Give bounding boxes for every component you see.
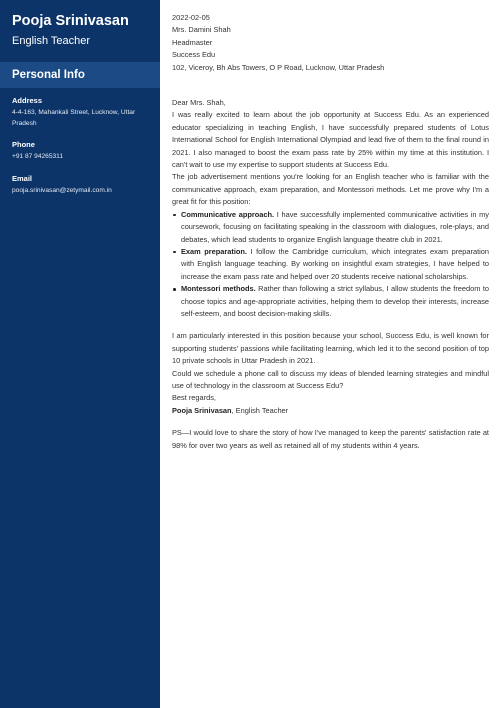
paragraph-interest: I am particularly interested in this position because your school, Success Edu, is well known for supporting students' passions while facilitating learning, which led it to the second position of top 10 private schools in Uttar Pradesh in 2021. [172, 331, 489, 366]
email-value: pooja.srinivasan@zetymail.com.in [12, 186, 112, 194]
signature-title: , English Teacher [231, 405, 289, 415]
recipient-company: Success Edu [172, 50, 216, 60]
recipient-role: Headmaster [172, 37, 213, 47]
letter-date: 2022-02-05 [172, 13, 210, 22]
phone-value: +91 87 94265311 [12, 153, 64, 160]
signature [172, 405, 489, 417]
postscript: PS—I would love to share the story of how I've managed to keep the parents' satisfaction rate at 98% for over two years as well as retained all of my students within 4 years. [172, 428, 489, 450]
contact-block [0, 88, 160, 196]
applicant-title: English Teacher [12, 35, 91, 47]
qualification-list [172, 209, 489, 321]
bullet-text: I have successfully implemented communicative activities in my coursework, focusing on facilitating speaking in the classroom with dialogues, role-plays, and debates, which lead students to organize English language theatre club in 2021. [181, 209, 490, 244]
applicant-name: Pooja Srinivasan [12, 13, 129, 29]
paragraph-fit: The job advertisement mentions you're looking for an English teacher who is familiar with the communicative approach, exam preparation, and Montessori methods. Let me prove why I'm a great fit for this position: [172, 172, 489, 207]
closing-phrase: Best regards, [172, 393, 216, 403]
bullet-title: Montessori methods. [181, 284, 256, 294]
personal-info-heading: Personal Info [0, 62, 160, 88]
phone-label: Phone [12, 140, 35, 149]
email-label: Email [12, 173, 33, 183]
paragraph-call-to-action: Could we schedule a phone call to discuss my ideas of blended learning strategies and mindful use of technology in the classroom at Success Edu? [172, 368, 489, 390]
bullet-title: Exam preparation. [181, 246, 247, 256]
recipient-block [172, 24, 489, 74]
signature-name: Pooja Srinivasan [172, 405, 232, 415]
list-item [172, 246, 489, 283]
recipient-name: Mrs. Damini Shah [172, 25, 231, 35]
letter-body [172, 12, 489, 452]
bullet-text: Rather than following a strict syllabus, I allow students the freedom to choose topics and age-appropriate activities, helping them to develop their interests, increase self-esteem, and boost decision-making skills. [181, 284, 489, 318]
name-header [0, 0, 160, 62]
closing-block [172, 392, 489, 417]
recipient-address: 102, Viceroy, Bh Abs Towers, O P Road, Lucknow, Uttar Pradesh [172, 62, 385, 72]
list-item [172, 209, 489, 246]
list-item [172, 283, 489, 320]
bullet-title: Communicative approach. [181, 209, 275, 219]
sidebar [0, 0, 160, 708]
paragraph-intro: I was really excited to learn about the job opportunity at Success Edu. As an experienced educator specializing in teaching English, I have successfully prepared students of Lotus International School for English International Olympiad and lead five of them to the final round in 2021. I also managed to boost the exam pass rate by 25% within my time at this institution. I can't wait to use my expertise to support students at Success Edu. [172, 110, 489, 170]
salutation: Dear Mrs. Shah, [172, 98, 226, 108]
bullet-text: I follow the Cambridge curriculum, which integrates exam preparation with English language teaching. By working on insightful exam strategies, I have helped to increase the exam pass rate and helped over 20 students receive national scholarships. [181, 246, 490, 281]
address-label: Address [12, 96, 43, 105]
address-value: 4-4-163, Mahankali Street, Lucknow, Uttar Pradesh [12, 109, 136, 127]
